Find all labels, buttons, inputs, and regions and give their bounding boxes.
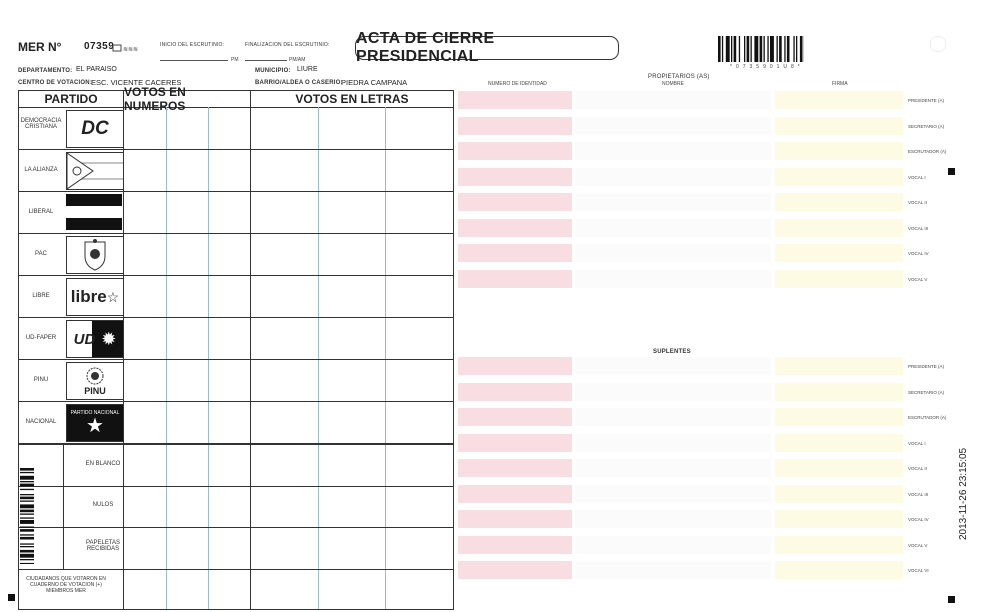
centro-value: ESC. VICENTE CACERES <box>91 78 182 87</box>
barcode-bar <box>20 520 34 524</box>
nombre-field[interactable] <box>575 270 771 288</box>
barcode-bar <box>20 472 34 473</box>
identidad-field[interactable] <box>458 91 572 109</box>
corner-circle <box>930 36 946 52</box>
nombre-field[interactable] <box>575 536 771 554</box>
departamento-value: EL PARAISO <box>76 66 117 73</box>
row-ciudadanos[interactable] <box>19 570 453 608</box>
barcode-bar <box>734 36 737 62</box>
final-unit: PM/AM <box>289 57 306 63</box>
nombre-field[interactable] <box>575 383 771 401</box>
firma-field[interactable] <box>775 193 903 211</box>
barcode-bar <box>20 563 34 564</box>
identidad-field[interactable] <box>458 485 572 503</box>
nombre-field[interactable] <box>575 193 771 211</box>
role-label: VOCAL II <box>908 466 927 471</box>
barrio-value: PIEDRA CAMPANA <box>341 78 408 87</box>
barcode-bar <box>777 36 778 62</box>
row-label: NULOS <box>92 502 114 508</box>
identidad-field[interactable] <box>458 408 572 426</box>
tse-logo-icon <box>112 43 150 53</box>
firma-field[interactable] <box>775 408 903 426</box>
grid-line <box>63 445 64 486</box>
barcode-bar <box>787 36 790 62</box>
sun-icon: ✹ <box>101 328 117 349</box>
barcode-bar <box>20 517 34 518</box>
party-name: LA ALIANZA <box>24 167 58 173</box>
barcode-bar <box>20 546 34 547</box>
role-label: VOCAL IV <box>908 517 929 522</box>
identidad-field[interactable] <box>458 536 572 554</box>
tse-logo <box>112 40 150 53</box>
party-name: LIBERAL <box>28 209 54 215</box>
role-label: VOCAL I <box>908 440 926 446</box>
side-barcode-icon <box>20 468 46 564</box>
barcode-bar <box>726 36 730 62</box>
nombre-field[interactable] <box>575 408 771 426</box>
pac-emblem-icon <box>80 238 110 272</box>
barcode-bar <box>20 468 34 471</box>
identidad-field[interactable] <box>458 219 572 237</box>
firma-field[interactable] <box>775 434 903 452</box>
barcode-bar <box>760 36 763 62</box>
barcode-bar <box>779 36 782 62</box>
party-table <box>18 85 454 610</box>
barrio-label: BARRIO/ALDEA O CASERIO: <box>255 80 343 86</box>
identidad-field[interactable] <box>458 357 572 375</box>
firma-field[interactable] <box>775 536 903 554</box>
suplentes-label: SUPLENTES <box>653 349 691 355</box>
firma-field[interactable] <box>775 142 903 160</box>
nombre-field[interactable] <box>575 244 771 262</box>
party-row-pinu[interactable] <box>19 360 453 402</box>
barcode-bar <box>744 36 745 62</box>
alianza-flag-icon <box>67 153 123 189</box>
identidad-field[interactable] <box>458 383 572 401</box>
barcode-bar <box>20 559 34 560</box>
identidad-field[interactable] <box>458 510 572 528</box>
role-label: VOCAL V <box>908 276 928 282</box>
mer-number: 07359 <box>84 41 115 52</box>
ud-logo <box>66 320 124 358</box>
barcode-bar <box>20 489 34 490</box>
nombre-field[interactable] <box>575 510 771 528</box>
col-header-identidad: NUMERO DE IDENTIDAD <box>488 81 547 87</box>
row-papeletas[interactable] <box>19 528 453 570</box>
role-label: VOCAL III <box>908 225 929 231</box>
firma-field[interactable] <box>775 485 903 503</box>
role-label: VOCAL IV <box>908 251 929 256</box>
barcode-bar <box>800 36 803 62</box>
barcode-bar <box>20 543 34 544</box>
nombre-field[interactable] <box>575 142 771 160</box>
final-field[interactable] <box>245 52 287 61</box>
identidad-field[interactable] <box>458 193 572 211</box>
grid-line <box>63 486 64 527</box>
barcode-icon <box>718 36 804 62</box>
municipio-label: MUNICIPIO: <box>255 68 291 74</box>
party-name: NACIONAL <box>25 419 57 425</box>
barcode-bar <box>770 36 774 62</box>
centro-label: CENTRO DE VOTACION: <box>18 80 93 86</box>
party-row-dc[interactable] <box>19 108 453 150</box>
nacional-logo <box>66 404 124 442</box>
party-row-ud[interactable] <box>19 318 453 360</box>
nombre-field[interactable] <box>575 459 771 477</box>
party-row-liberal[interactable] <box>19 192 453 234</box>
firma-field[interactable] <box>775 91 903 109</box>
firma-field[interactable] <box>775 219 903 237</box>
pac-logo <box>66 236 124 274</box>
row-label: CIUDADANOS QUE VOTARON EN CUADERNO DE VOTACION (+) MIEMBROS MER <box>26 576 106 594</box>
barcode-bar <box>20 494 34 495</box>
identidad-field[interactable] <box>458 434 572 452</box>
party-row-libre[interactable] <box>19 276 453 318</box>
role-label: ESCRUTADOR (A) <box>908 149 947 154</box>
barcode-bar <box>751 36 752 62</box>
barcode-bar <box>718 36 721 62</box>
ud-logo-text: UD <box>73 330 96 348</box>
identidad-field[interactable] <box>458 117 572 135</box>
row-label: PAPELETAS RECIBIDAS <box>85 540 121 552</box>
party-name: UD-FAPER <box>25 335 57 341</box>
firma-field[interactable] <box>775 357 903 375</box>
mer-label: MER N° <box>18 40 62 54</box>
barcode <box>718 36 804 62</box>
barcode-bar <box>20 550 34 553</box>
nombre-field[interactable] <box>575 91 771 109</box>
nombre-field[interactable] <box>575 219 771 237</box>
role-label: VOCAL II <box>908 200 927 205</box>
pinu-emblem-icon <box>85 366 105 386</box>
firma-field[interactable] <box>775 561 903 579</box>
nacional-logo-text: PARTIDO NACIONAL <box>70 410 120 416</box>
nombre-field[interactable] <box>575 434 771 452</box>
barcode-bar <box>20 501 34 502</box>
nombre-field[interactable] <box>575 485 771 503</box>
role-label: SECRETARIO (A) <box>908 389 945 395</box>
role-label: PRESIDENTE (A) <box>908 98 945 103</box>
identidad-field[interactable] <box>458 270 572 288</box>
identidad-field[interactable] <box>458 459 572 477</box>
row-en-blanco[interactable] <box>19 444 453 487</box>
firma-field[interactable] <box>775 459 903 477</box>
registration-mark <box>948 596 955 603</box>
row-label: EN BLANCO <box>85 461 121 467</box>
dc-logo <box>66 110 124 148</box>
party-row-nacional[interactable] <box>19 402 453 444</box>
side-barcode <box>20 468 46 564</box>
star-icon: ★ <box>86 415 104 437</box>
barcode-bar <box>20 484 34 487</box>
barcode-bar <box>20 527 34 528</box>
firma-field[interactable] <box>775 168 903 186</box>
departamento-label: DEPARTAMENTO: <box>18 68 73 74</box>
barcode-bar <box>20 481 34 482</box>
final-label: FINALIZACION DEL ESCRUTINIO: <box>245 42 330 48</box>
firma-field[interactable] <box>775 383 903 401</box>
inicio-label: INICIO DEL ESCRUTINIO: <box>160 42 225 48</box>
identidad-field[interactable] <box>458 142 572 160</box>
barcode-bar <box>20 554 34 558</box>
grid-line <box>63 528 64 569</box>
col-header-firma: FIRMA <box>832 81 848 87</box>
barcode-bar <box>20 514 34 515</box>
registration-mark <box>8 594 15 601</box>
nombre-field[interactable] <box>575 117 771 135</box>
nombre-field[interactable] <box>575 561 771 579</box>
firma-field[interactable] <box>775 117 903 135</box>
barcode-bar <box>20 510 34 513</box>
barcode-bar <box>796 36 797 62</box>
propietarios-label: PROPIETARIOS (AS) <box>648 74 710 80</box>
barcode-bar <box>20 476 34 480</box>
barcode-bar <box>747 36 750 62</box>
svg-text:≋≋≋: ≋≋≋ <box>123 47 139 53</box>
dc-logo-text: DC <box>81 118 109 139</box>
libre-logo <box>66 278 124 316</box>
barcode-text: *0735901U8* <box>730 64 804 70</box>
barcode-bar <box>20 537 34 540</box>
role-label: SECRETARIO (A) <box>908 123 945 129</box>
identidad-field[interactable] <box>458 244 572 262</box>
nombre-field[interactable] <box>575 168 771 186</box>
firma-field[interactable] <box>775 270 903 288</box>
role-label: VOCAL VI <box>908 568 929 573</box>
firma-field[interactable] <box>775 244 903 262</box>
role-label: PRESIDENTE (A) <box>908 364 945 369</box>
col-header-letras: VOTOS EN LETRAS <box>251 91 453 108</box>
role-label: VOCAL V <box>908 542 928 548</box>
registration-mark <box>948 168 955 175</box>
inicio-field[interactable] <box>160 52 228 61</box>
barcode-bar <box>731 36 732 62</box>
col-header-partido: PARTIDO <box>19 91 124 108</box>
row-nulos[interactable] <box>19 486 453 528</box>
col-header-nombre: NOMBRE <box>662 81 684 87</box>
municipio-value: LIURE <box>297 66 318 73</box>
barcode-bar <box>754 36 758 62</box>
page-title: ACTA DE CIERRE PRESIDENCIAL <box>355 36 619 60</box>
party-name: PAC <box>35 251 47 257</box>
pinu-logo-text: PINU <box>84 386 106 396</box>
role-label: ESCRUTADOR (A) <box>908 415 947 420</box>
party-name: LIBRE <box>32 293 50 299</box>
barcode-bar <box>764 36 765 62</box>
party-name: DEMOCRACIA CRISTIANA <box>20 118 62 130</box>
barcode-bar <box>739 36 740 62</box>
star-icon: ☆ <box>106 288 120 305</box>
alianza-logo <box>66 152 124 190</box>
liberal-logo <box>66 194 122 230</box>
libre-logo-text: libre <box>70 287 107 306</box>
barcode-bar <box>20 497 34 500</box>
barcode-bar <box>20 529 34 532</box>
inicio-unit: PM <box>231 57 239 63</box>
nombre-field[interactable] <box>575 357 771 375</box>
role-label: VOCAL I <box>908 174 926 180</box>
party-name: PINU <box>33 377 49 383</box>
firma-field[interactable] <box>775 510 903 528</box>
role-label: VOCAL III <box>908 491 929 497</box>
barcode-bar <box>784 36 785 62</box>
barcode-bar <box>722 36 723 62</box>
party-row-alianza[interactable] <box>19 150 453 192</box>
pinu-logo <box>66 362 124 400</box>
barcode-bar <box>793 36 794 62</box>
party-row-pac[interactable] <box>19 234 453 276</box>
identidad-field[interactable] <box>458 168 572 186</box>
identidad-field[interactable] <box>458 561 572 579</box>
liberal-flag-icon <box>66 194 122 230</box>
barcode-bar <box>20 534 34 535</box>
barcode-bar <box>20 504 34 508</box>
barcode-bar <box>767 36 768 62</box>
col-header-numeros: VOTOS EN NUMEROS <box>124 91 251 108</box>
